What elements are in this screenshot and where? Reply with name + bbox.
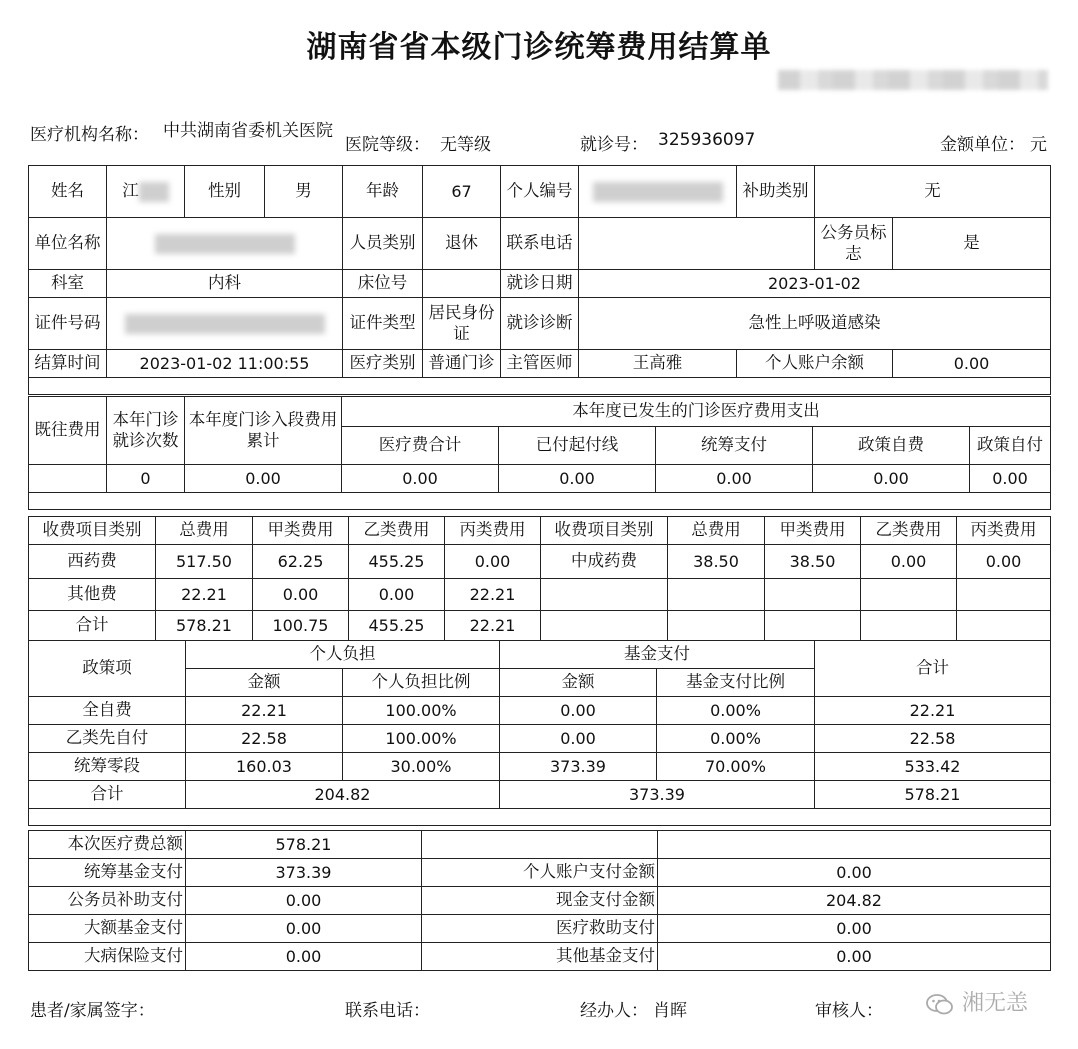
pool-value: 373.39 <box>186 859 422 887</box>
policy-cell-r0-c5: 22.21 <box>815 697 1051 725</box>
document-title: 湖南省省本级门诊统筹费用结算单 <box>306 30 772 65</box>
total-empty-b <box>658 831 1051 859</box>
account-pay-value: 0.00 <box>658 859 1051 887</box>
items-cell-r2-c6 <box>668 611 765 641</box>
id-type-label: 证件类型 <box>343 298 423 350</box>
redacted-id-no <box>125 314 325 334</box>
items-cell-r0-c3: 455.25 <box>349 545 445 579</box>
items-cell-r2-c0: 合计 <box>29 611 156 641</box>
hospital-level-label: 医院等级： <box>345 135 430 155</box>
doctor-value: 王高雅 <box>579 350 737 378</box>
watermark <box>925 986 1028 1017</box>
policy-cell-r0-c4: 0.00% <box>657 697 815 725</box>
items-header-4: 丙类费用 <box>445 517 541 545</box>
fund-pay-label: 基金支付 <box>500 641 815 669</box>
redacted-name <box>139 182 169 202</box>
visit-no-value: 325936097 <box>658 130 756 150</box>
diagnosis-label: 就诊诊断 <box>501 298 579 350</box>
items-cell-r2-c9 <box>957 611 1051 641</box>
policy-cell-r1-c1: 22.58 <box>186 725 343 753</box>
items-cell-r1-c0: 其他费 <box>29 579 156 611</box>
history-label: 既往费用 <box>29 397 107 465</box>
history-col-total: 医疗费合计 <box>342 427 499 465</box>
cumulative-label: 本年度门诊入段费用累计 <box>185 397 342 465</box>
account-balance-label: 个人账户余额 <box>737 350 893 378</box>
policy-cell-r1-c5: 22.58 <box>815 725 1051 753</box>
fund-ratio-label: 基金支付比例 <box>657 669 815 697</box>
cs-subsidy-label: 公务员补助支付 <box>29 887 186 915</box>
items-cell-r1-c3: 0.00 <box>349 579 445 611</box>
total-empty-a <box>422 831 658 859</box>
diagnosis-value: 急性上呼吸道感染 <box>579 298 1051 350</box>
items-cell-r2-c8 <box>861 611 957 641</box>
visit-date-label: 就诊日期 <box>501 270 579 298</box>
policy-sum-personal: 204.82 <box>186 781 500 809</box>
items-cell-r0-c5: 中成药费 <box>541 545 668 579</box>
items-header-5: 收费项目类别 <box>541 517 668 545</box>
policy-cell-r2-c4: 70.00% <box>657 753 815 781</box>
policy-cell-r2-c1: 160.03 <box>186 753 343 781</box>
items-cell-r2-c7 <box>765 611 861 641</box>
items-header-9: 丙类费用 <box>957 517 1051 545</box>
items-cell-r1-c4: 22.21 <box>445 579 541 611</box>
personnel-type-value: 退休 <box>423 218 501 270</box>
total-value: 578.21 <box>186 831 422 859</box>
institution-value <box>163 120 333 142</box>
cash-value: 204.82 <box>658 887 1051 915</box>
items-cell-r1-c6 <box>668 579 765 611</box>
reviewer-label: 审核人： <box>815 1001 883 1021</box>
visits-label: 本年门诊就诊次数 <box>107 397 185 465</box>
redacted-employer <box>155 234 295 254</box>
items-cell-r2-c4: 22.21 <box>445 611 541 641</box>
gender-value: 男 <box>265 166 343 218</box>
personnel-type-label: 人员类别 <box>343 218 423 270</box>
items-cell-r2-c3: 455.25 <box>349 611 445 641</box>
watermark-text: 湘无恙 <box>962 991 1029 1016</box>
history-val-pool: 0.00 <box>656 465 813 493</box>
policy-cell-r0-c2: 100.00% <box>343 697 500 725</box>
policy-cell-r0-c1: 22.21 <box>186 697 343 725</box>
policy-total-label: 合计 <box>815 641 1051 697</box>
cumulative-value: 0.00 <box>185 465 342 493</box>
id-no-label: 证件号码 <box>29 298 107 350</box>
items-cell-r0-c7: 38.50 <box>765 545 861 579</box>
settle-time-label: 结算时间 <box>29 350 107 378</box>
policy-cell-r1-c2: 100.00% <box>343 725 500 753</box>
signature-label: 患者/家属签字： <box>30 1001 155 1021</box>
visit-date-value: 2023-01-02 <box>579 270 1051 298</box>
gap-row <box>29 378 1051 395</box>
name-label: 姓名 <box>29 166 107 218</box>
items-cell-r1-c2: 0.00 <box>253 579 349 611</box>
items-cell-r2-c5 <box>541 611 668 641</box>
policy-cell-r2-c2: 30.00% <box>343 753 500 781</box>
items-cell-r0-c9: 0.00 <box>957 545 1051 579</box>
bed-label: 床位号 <box>343 270 423 298</box>
items-cell-r0-c1: 517.50 <box>156 545 253 579</box>
handler-label: 经办人： <box>580 1001 648 1021</box>
items-header-6: 总费用 <box>668 517 765 545</box>
history-group-label: 本年度已发生的门诊医疗费用支出 <box>342 397 1051 427</box>
med-type-value: 普通门诊 <box>423 350 501 378</box>
history-col-deductible: 已付起付线 <box>499 427 656 465</box>
policy-table <box>28 640 1051 826</box>
items-cell-r2-c2: 100.75 <box>253 611 349 641</box>
items-cell-r1-c1: 22.21 <box>156 579 253 611</box>
items-table <box>28 516 1051 641</box>
unit-label: 金额单位： <box>940 135 1025 155</box>
items-header-2: 甲类费用 <box>253 517 349 545</box>
institution-name: 中共湖南省委机关医院 <box>163 121 333 141</box>
history-col-self-pay: 政策自费 <box>813 427 970 465</box>
handler-value: 肖晖 <box>653 1001 687 1021</box>
visits-value: 0 <box>107 465 185 493</box>
items-cell-r0-c6: 38.50 <box>668 545 765 579</box>
med-type-label: 医疗类别 <box>343 350 423 378</box>
items-cell-r1-c5 <box>541 579 668 611</box>
employer-value <box>107 218 343 270</box>
personal-ratio-label: 个人负担比例 <box>343 669 500 697</box>
id-no-value <box>107 298 343 350</box>
id-type-value: 居民身份证 <box>423 298 501 350</box>
items-cell-r0-c4: 0.00 <box>445 545 541 579</box>
items-cell-r2-c1: 578.21 <box>156 611 253 641</box>
policy-cell-r1-c4: 0.00% <box>657 725 815 753</box>
items-header-3: 乙类费用 <box>349 517 445 545</box>
gender-label: 性别 <box>185 166 265 218</box>
dept-label: 科室 <box>29 270 107 298</box>
institution-label: 医疗机构名称： <box>30 125 149 145</box>
age-label: 年龄 <box>343 166 423 218</box>
policy-sum-total: 578.21 <box>815 781 1051 809</box>
other-fund-label: 其他基金支付 <box>422 943 658 971</box>
total-label: 本次医疗费总额 <box>29 831 186 859</box>
history-col-pool: 统筹支付 <box>656 427 813 465</box>
large-fund-label: 大额基金支付 <box>29 915 186 943</box>
doctor-label: 主管医师 <box>501 350 579 378</box>
cash-label: 现金支付金额 <box>422 887 658 915</box>
history-val-self-pay: 0.00 <box>813 465 970 493</box>
other-fund-value: 0.00 <box>658 943 1051 971</box>
personal-amount-label: 金额 <box>186 669 343 697</box>
aid-label: 医疗救助支付 <box>422 915 658 943</box>
policy-cell-r2-c5: 533.42 <box>815 753 1051 781</box>
policy-sum-label: 合计 <box>29 781 186 809</box>
personal-no-value <box>579 166 737 218</box>
gap-row <box>29 809 1051 826</box>
dept-value: 内科 <box>107 270 343 298</box>
employer-label: 单位名称 <box>29 218 107 270</box>
policy-cell-r0-c0: 全自费 <box>29 697 186 725</box>
phone-value <box>579 218 815 270</box>
aid-value: 0.00 <box>658 915 1051 943</box>
serious-label: 大病保险支付 <box>29 943 186 971</box>
footer-phone-label: 联系电话： <box>345 1001 430 1021</box>
age-value: 67 <box>423 166 501 218</box>
phone-label: 联系电话 <box>501 218 579 270</box>
policy-cell-r1-c0: 乙类先自付 <box>29 725 186 753</box>
items-header-7: 甲类费用 <box>765 517 861 545</box>
policy-item-label: 政策项 <box>29 641 186 697</box>
items-cell-r0-c8: 0.00 <box>861 545 957 579</box>
policy-cell-r2-c3: 373.39 <box>500 753 657 781</box>
hospital-level-value: 无等级 <box>440 135 491 155</box>
gap-row <box>29 493 1051 510</box>
personal-burden-label: 个人负担 <box>186 641 500 669</box>
items-cell-r1-c8 <box>861 579 957 611</box>
history-val-self-borne: 0.00 <box>970 465 1051 493</box>
policy-sum-fund: 373.39 <box>500 781 815 809</box>
summary-table <box>28 830 1051 971</box>
patient-info-table <box>28 165 1051 395</box>
history-col-self-borne: 政策自付 <box>970 427 1051 465</box>
civil-servant-value: 是 <box>893 218 1051 270</box>
items-header-1: 总费用 <box>156 517 253 545</box>
history-val-deductible: 0.00 <box>499 465 656 493</box>
history-table <box>28 396 1051 510</box>
wechat-icon <box>925 993 955 1015</box>
history-val-total: 0.00 <box>342 465 499 493</box>
items-header-0: 收费项目类别 <box>29 517 156 545</box>
policy-cell-r1-c3: 0.00 <box>500 725 657 753</box>
redacted-serial <box>778 70 1048 90</box>
account-pay-label: 个人账户支付金额 <box>422 859 658 887</box>
items-cell-r0-c2: 62.25 <box>253 545 349 579</box>
bed-value <box>423 270 501 298</box>
civil-servant-label: 公务员标志 <box>815 218 893 270</box>
personal-no-label: 个人编号 <box>501 166 579 218</box>
items-cell-r1-c7 <box>765 579 861 611</box>
items-cell-r0-c0: 西药费 <box>29 545 156 579</box>
fund-amount-label: 金额 <box>500 669 657 697</box>
settle-time-value: 2023-01-02 11:00:55 <box>107 350 343 378</box>
items-header-8: 乙类费用 <box>861 517 957 545</box>
name-value <box>107 166 185 218</box>
history-empty <box>29 465 107 493</box>
name-text: 江 <box>122 181 139 201</box>
redacted-personal-no <box>593 182 723 202</box>
pool-label: 统筹基金支付 <box>29 859 186 887</box>
unit-value: 元 <box>1030 135 1047 155</box>
subsidy-type-label: 补助类别 <box>737 166 815 218</box>
large-fund-value: 0.00 <box>186 915 422 943</box>
visit-no-label: 就诊号： <box>580 135 648 155</box>
cs-subsidy-value: 0.00 <box>186 887 422 915</box>
policy-cell-r2-c0: 统筹零段 <box>29 753 186 781</box>
items-cell-r1-c9 <box>957 579 1051 611</box>
subsidy-type-value: 无 <box>815 166 1051 218</box>
account-balance-value: 0.00 <box>893 350 1051 378</box>
serious-value: 0.00 <box>186 943 422 971</box>
policy-cell-r0-c3: 0.00 <box>500 697 657 725</box>
